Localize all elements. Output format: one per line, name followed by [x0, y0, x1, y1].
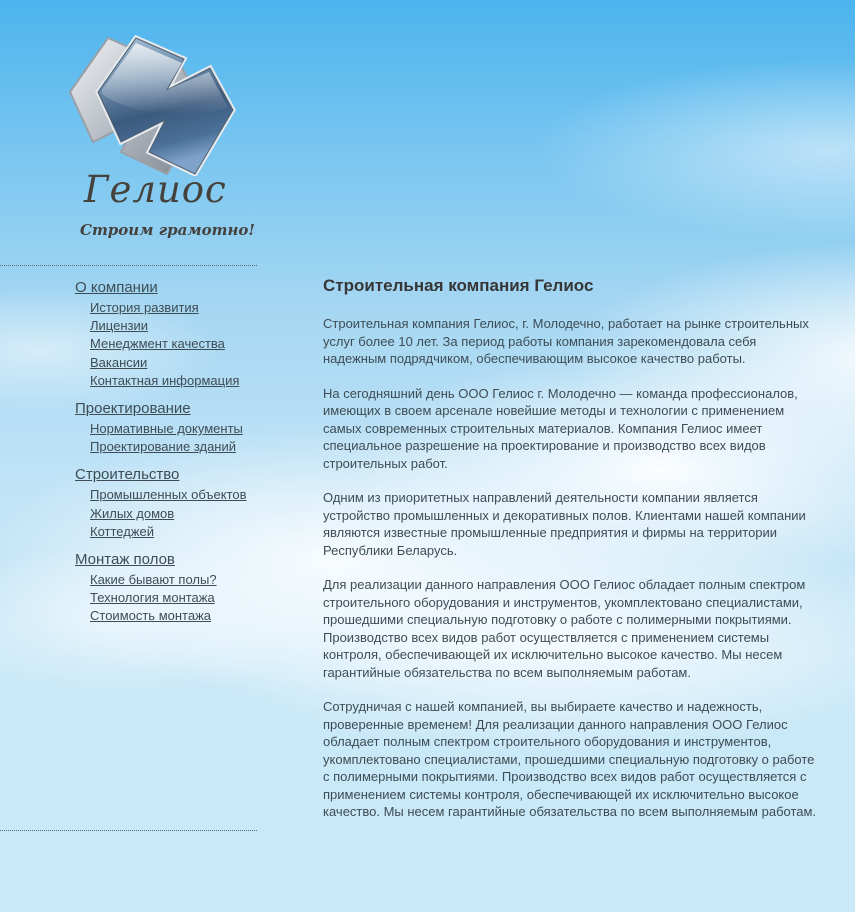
nav-section-design — [75, 400, 260, 456]
sidebar-item-installation-technology[interactable]: Технология монтажа — [90, 590, 215, 606]
list-item — [90, 505, 260, 523]
sidebar-item-history[interactable]: История развития — [90, 300, 199, 315]
sidebar-bottom-divider — [0, 830, 257, 831]
sidebar-item-building-design[interactable]: Проектирование зданий — [90, 439, 237, 455]
priorities-paragraph: Одним из приоритетных направлений деятельности компании является устройство промышленных и декоративных полов. Клиентами нашей компании являются известные промышленные предприятия и фирмы на территории Республики Беларусь. — [323, 490, 806, 558]
helios-logo-icon[interactable] — [62, 24, 248, 176]
list-item — [90, 354, 260, 372]
sidebar-item-normative-docs[interactable]: Нормативные документы — [90, 421, 243, 437]
list-item — [90, 571, 260, 589]
cooperation-paragraph: Сотрудничая с нашей компанией, вы выбираете качество и надежность, проверенные временем! Для реализации данного направления ООО Гелиос обладает полным спектром строительного оборудования и инструментов, укомплектовано специалистами, прошедшими специальную подготовку о работе с полимерными покрытиями. Производство всех видов работ осуществляется с применением системы контроля, обеспечивающей их исключительно высокое качество. Мы несем гарантийные обязательства по всем выполняемым работам. — [323, 699, 817, 819]
list-item — [90, 299, 260, 317]
list-item — [90, 589, 260, 607]
equipment-paragraph: Для реализации данного направления ООО Гелиос обладает полным спектром строительного оборудования и инструментов, укомплектовано специалистами, прошедшими специальную подготовку о работе с полимерными покрытиями. Производство всех видов работ осуществляется с применением системы контроля, обеспечивающей их исключительно высокое качество. Мы несем гарантийные обязательства по всем выполняемым работам. — [323, 577, 806, 680]
sidebar-top-divider — [0, 265, 257, 266]
sidebar-item-industrial-objects[interactable]: Промышленных объектов — [90, 487, 247, 503]
interlocked-arrows-icon — [62, 24, 248, 176]
sidebar-section-construction[interactable]: Строительство — [75, 466, 180, 484]
page-title: Строительная компания Гелиос — [323, 276, 594, 295]
list-item — [90, 486, 260, 504]
sidebar-nav — [75, 279, 260, 636]
sidebar-item-contact-info[interactable]: Контактная информация — [90, 372, 240, 388]
nav-section-about — [75, 279, 260, 390]
list-item — [90, 372, 260, 390]
sidebar-item-vacancies[interactable]: Вакансии — [90, 354, 148, 370]
logo-name[interactable]: Гелиос — [84, 168, 227, 211]
team-paragraph: На сегодняшний день ООО Гелиос г. Молодечно — команда профессионалов, имеющих в своем арсенале новейшие методы и технологии с применением самых современных строительных материалов. Компания Гелиос имеет специальное разрешение на проектирование и производство всех видов строительных работ. — [323, 385, 798, 471]
list-item — [90, 317, 260, 335]
list-item — [90, 335, 260, 353]
list-item — [90, 438, 260, 456]
list-item — [90, 523, 260, 541]
list-item — [90, 420, 260, 438]
sidebar-section-design[interactable]: Проектирование — [75, 400, 191, 418]
logo-tagline: Строим грамотно! — [80, 221, 255, 239]
sidebar-section-about[interactable]: О компании — [75, 279, 158, 296]
sidebar-item-quality-management[interactable]: Менеджмент качества — [90, 336, 225, 352]
sidebar-item-licenses[interactable]: Лицензии — [90, 318, 148, 334]
main-content — [323, 276, 823, 838]
nav-section-floors — [75, 551, 260, 626]
intro-paragraph: Строительная компания Гелиос, г. Молодечно, работает на рынке строительных услуг более 10 лет. За период работы компания зарекомендовала себя надежным подрядчиком, обеспечивающим высокое качество работы. — [323, 316, 809, 366]
sidebar-item-installation-cost[interactable]: Стоимость монтажа — [90, 608, 212, 624]
list-item — [90, 607, 260, 625]
nav-section-construction — [75, 466, 260, 541]
sidebar-item-floor-types[interactable]: Какие бывают полы? — [90, 572, 217, 588]
sidebar-section-floor-installation[interactable]: Монтаж полов — [75, 551, 175, 569]
sidebar-item-residential-houses[interactable]: Жилых домов — [90, 505, 175, 521]
sidebar-item-cottages[interactable]: Коттеджей — [90, 523, 154, 539]
